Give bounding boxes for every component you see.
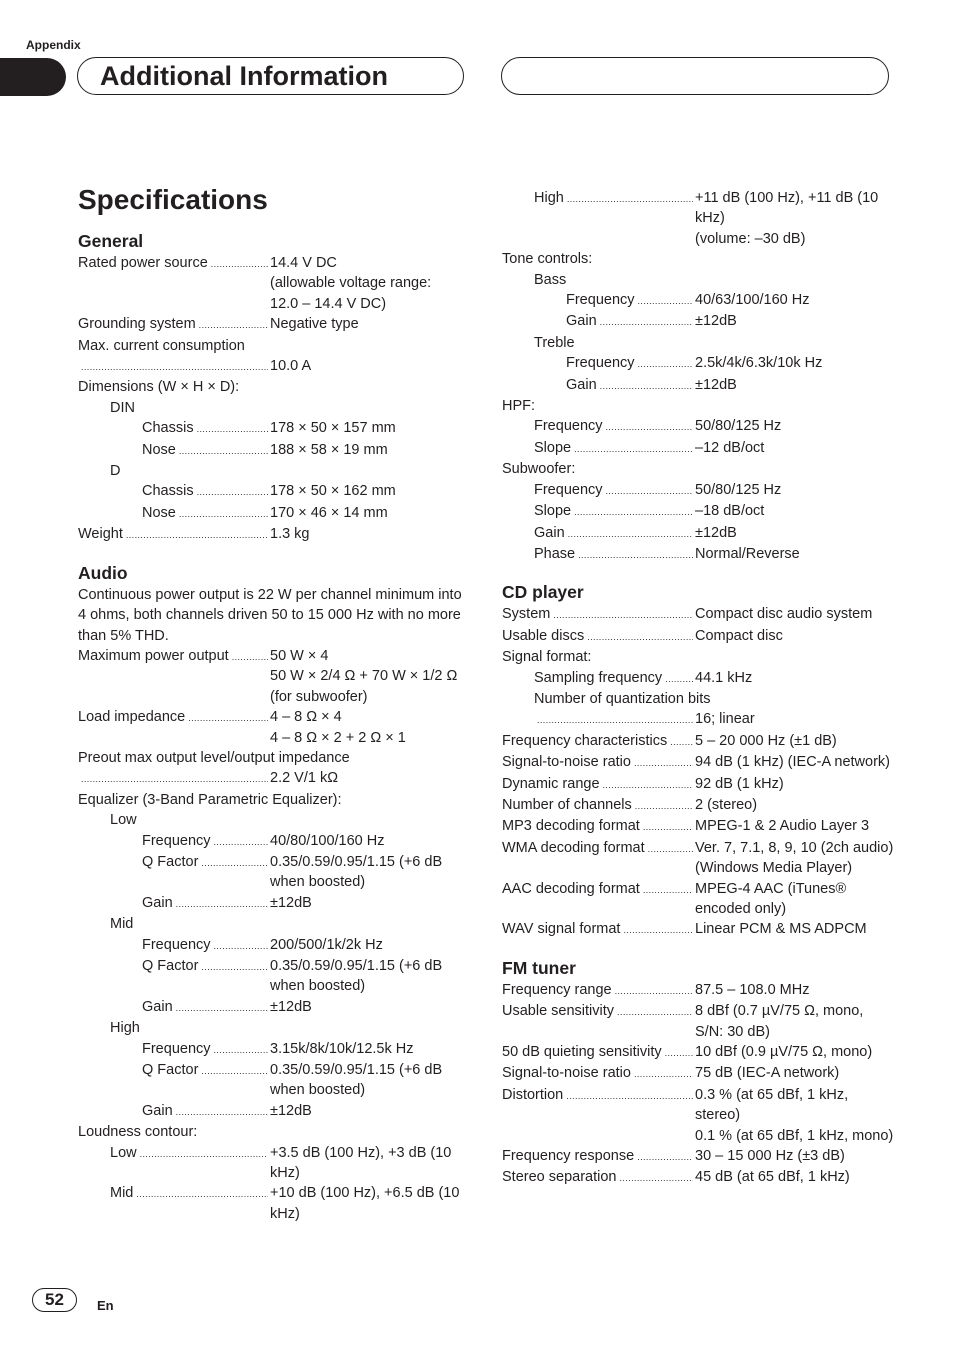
spec-row	[502, 501, 894, 522]
spec-value: 0.35/0.59/0.95/1.15 (+6 dB when boosted)	[270, 958, 443, 995]
spec-value: 2 (stereo)	[695, 796, 758, 813]
spec-label: Load impedance	[78, 709, 186, 726]
spec-row	[78, 997, 468, 1018]
dot-leader	[176, 997, 268, 1018]
spec-label: High	[534, 190, 564, 206]
spec-value: 92 dB (1 kHz)	[695, 775, 784, 792]
dot-leader	[188, 707, 268, 728]
spec-row	[502, 353, 894, 374]
spec-row	[78, 1060, 468, 1101]
spec-label: Stereo separation	[502, 1169, 617, 1186]
spec-row	[502, 290, 894, 311]
spec-label: Q Factor	[142, 1062, 199, 1079]
spec-row	[78, 314, 468, 335]
spec-row	[502, 523, 894, 544]
spec-value: 0.3 % (at 65 dBf, 1 kHz, stereo) 0.1 % (at 65 dBf, 1 kHz, mono)	[695, 1086, 894, 1144]
dot-leader	[81, 768, 268, 789]
spec-label: MP3 decoding format	[502, 818, 640, 835]
spec-label: Gain	[566, 376, 597, 393]
dot-leader	[176, 1101, 268, 1122]
spec-label: Frequency	[142, 936, 211, 953]
spec-group-label: Equalizer (3-Band Parametric Equalizer):	[78, 791, 342, 808]
spec-value: 94 dB (1 kHz) (IEC-A network)	[695, 754, 890, 771]
spec-label: Slope	[534, 439, 572, 456]
dot-leader	[643, 879, 693, 900]
dot-leader	[179, 503, 268, 524]
dot-leader	[201, 852, 268, 873]
spec-row	[78, 893, 468, 914]
page-title: Specifications	[78, 184, 268, 215]
dot-leader	[126, 524, 268, 545]
spec-row	[78, 356, 468, 377]
spec-row	[78, 418, 468, 439]
dot-leader	[638, 290, 693, 311]
spec-label: Number of channels	[502, 796, 632, 813]
spec-row	[502, 1085, 894, 1146]
spec-label: Signal-to-noise ratio	[502, 754, 631, 771]
spec-row	[78, 852, 468, 893]
spec-label: Low	[110, 1144, 137, 1161]
spec-label: Usable discs	[502, 627, 585, 644]
spec-value: Compact disc audio system	[695, 606, 873, 623]
spec-column-left	[78, 230, 468, 1224]
spec-group-label: Subwoofer:	[502, 461, 576, 478]
spec-value: 44.1 kHz	[695, 669, 753, 686]
spec-value: 50/80/125 Hz	[695, 481, 782, 498]
dot-leader	[140, 1143, 268, 1164]
spec-value: ±12dB	[270, 894, 312, 911]
spec-label: Frequency	[142, 832, 211, 849]
dot-leader	[201, 956, 268, 977]
spec-value: ±12dB	[270, 998, 312, 1015]
spec-row	[502, 1063, 894, 1084]
spec-value: 50 W × 4 50 W × 2/4 Ω + 70 W × 1/2 Ω (for subwoofer)	[270, 647, 458, 705]
dot-leader	[553, 604, 693, 625]
spec-value: 178 × 50 × 157 mm	[270, 420, 396, 437]
spec-row	[78, 481, 468, 502]
spec-value: 75 dB (IEC-A network)	[695, 1065, 840, 1082]
dot-leader	[600, 311, 693, 332]
spec-label: Chassis	[142, 420, 194, 437]
dot-leader	[600, 375, 693, 396]
dot-leader	[197, 481, 268, 502]
spec-row	[502, 668, 894, 689]
spec-value: 16; linear	[695, 711, 755, 728]
spec-row	[78, 1039, 468, 1060]
spec-label: Nose	[142, 504, 176, 521]
spec-row	[502, 311, 894, 332]
spec-group-label: Mid	[110, 916, 134, 933]
dot-leader	[648, 838, 693, 859]
spec-value: 200/500/1k/2k Hz	[270, 936, 383, 953]
spec-label: Grounding system	[78, 316, 196, 333]
spec-label: Rated power source	[78, 255, 208, 271]
dot-leader	[615, 980, 693, 1001]
spec-row	[502, 816, 894, 837]
spec-value: 170 × 46 × 14 mm	[270, 504, 388, 521]
spec-value: 87.5 – 108.0 MHz	[695, 981, 810, 998]
dot-leader	[176, 893, 268, 914]
spec-value: Linear PCM & MS ADPCM	[695, 921, 867, 938]
spec-row	[78, 1143, 468, 1184]
spec-row	[502, 604, 894, 625]
spec-row	[78, 831, 468, 852]
spec-row	[78, 524, 468, 545]
dot-leader	[606, 480, 693, 501]
spec-row	[78, 935, 468, 956]
spec-label: 50 dB quieting sensitivity	[502, 1044, 662, 1061]
spec-label: Gain	[142, 998, 173, 1015]
spec-label: Gain	[566, 313, 597, 330]
spec-row	[502, 731, 894, 752]
dot-leader	[201, 1060, 268, 1081]
spec-label: Phase	[534, 545, 576, 562]
spec-label: Usable sensitivity	[502, 1003, 615, 1020]
spec-paragraph: Continuous power output is 22 W per channel minimum into 4 ohms, both channels driven 50 to 15 000 Hz with no more than 5% THD.	[78, 586, 462, 644]
dot-leader	[232, 646, 268, 667]
spec-group-label: Number of quantization bits	[534, 690, 711, 707]
section-heading: Audio	[78, 562, 128, 583]
spec-label: Gain	[142, 1102, 173, 1119]
spec-value: ±12dB	[695, 313, 737, 330]
dot-leader	[574, 438, 693, 459]
spec-value: –18 dB/oct	[695, 503, 765, 520]
spec-value: MPEG-4 AAC (iTunes® encoded only)	[695, 880, 847, 917]
spec-row	[502, 1146, 894, 1167]
dot-leader	[568, 523, 693, 544]
dot-leader	[136, 1183, 268, 1204]
section-heading: CD player	[502, 582, 584, 603]
spec-value: 4 – 8 Ω × 4 4 – 8 Ω × 2 + 2 Ω × 1	[270, 709, 406, 746]
dot-leader	[603, 774, 693, 795]
spec-value: 188 × 58 × 19 mm	[270, 441, 388, 458]
spec-value: +3.5 dB (100 Hz), +3 dB (10 kHz)	[270, 1144, 452, 1182]
spec-value: MPEG-1 & 2 Audio Layer 3	[695, 818, 870, 835]
spec-label: Q Factor	[142, 853, 199, 870]
spec-row	[502, 1167, 894, 1188]
section-heading: FM tuner	[502, 957, 576, 978]
spec-value: Compact disc	[695, 627, 783, 644]
spec-group-label: Signal format:	[502, 649, 592, 666]
spec-row	[78, 956, 468, 997]
spec-value: 0.35/0.59/0.95/1.15 (+6 dB when boosted)	[270, 1062, 443, 1099]
spec-row	[78, 707, 468, 748]
dot-leader	[665, 668, 693, 689]
spec-label: Nose	[142, 441, 176, 458]
spec-label: Sampling frequency	[534, 669, 663, 686]
dot-leader	[606, 416, 693, 437]
spec-value: ±12dB	[695, 376, 737, 393]
spec-value: 178 × 50 × 162 mm	[270, 483, 396, 500]
spec-label: Weight	[78, 526, 123, 543]
spec-value: Negative type	[270, 316, 359, 333]
spec-group-label: HPF:	[502, 398, 536, 415]
spec-value: 50/80/125 Hz	[695, 418, 782, 435]
spec-label: Frequency	[534, 481, 603, 498]
spec-value: ±12dB	[695, 524, 737, 541]
dot-leader	[199, 314, 268, 335]
dot-leader	[623, 919, 693, 940]
dot-leader	[634, 752, 693, 773]
dot-leader	[587, 626, 693, 647]
spec-label: Frequency	[566, 355, 635, 372]
spec-row	[78, 768, 468, 789]
section-tab-marker	[0, 58, 66, 96]
spec-label: Q Factor	[142, 958, 199, 974]
spec-row	[502, 438, 894, 459]
spec-label: Frequency characteristics	[502, 732, 668, 749]
spec-value: 40/63/100/160 Hz	[695, 292, 810, 309]
spec-row	[502, 879, 894, 920]
spec-row	[78, 646, 468, 707]
spec-label: WAV signal format	[502, 921, 621, 938]
spec-value: Ver. 7, 7.1, 8, 9, 10 (2ch audio) (Windows Media Player)	[695, 839, 894, 877]
spec-row	[502, 188, 894, 249]
spec-row	[502, 709, 894, 730]
spec-row	[78, 503, 468, 524]
spec-group-label: Low	[110, 812, 137, 829]
spec-value: 5 – 20 000 Hz (±1 dB)	[695, 732, 837, 749]
dot-leader	[537, 709, 693, 730]
spec-label: Frequency	[534, 418, 603, 435]
spec-group-label: Dimensions (W × H × D):	[78, 379, 240, 396]
spec-label: WMA decoding format	[502, 839, 645, 856]
dot-leader	[566, 1085, 693, 1106]
spec-label: Slope	[534, 503, 572, 520]
dot-leader	[643, 816, 693, 837]
spec-row	[502, 1001, 894, 1042]
spec-group-label: Tone controls:	[502, 251, 593, 268]
page-number: 52	[32, 1288, 77, 1312]
spec-value: 2.2 V/1 kΩ	[270, 770, 339, 787]
dot-leader	[637, 1146, 693, 1167]
spec-value: 40/80/100/160 Hz	[270, 832, 385, 849]
spec-value: +10 dB (100 Hz), +6.5 dB (10 kHz)	[270, 1185, 460, 1222]
dot-leader	[574, 501, 693, 522]
spec-value: 10 dBf (0.9 µV/75 Ω, mono)	[695, 1044, 873, 1061]
section-heading: General	[78, 231, 144, 251]
spec-group-label: Max. current consumption	[78, 337, 245, 354]
dot-leader	[665, 1042, 693, 1063]
spec-row	[502, 480, 894, 501]
dot-leader	[638, 353, 693, 374]
spec-row	[502, 919, 894, 940]
spec-value: 8 dBf (0.7 µV/75 Ω, mono, S/N: 30 dB)	[695, 1003, 864, 1040]
spec-label: AAC decoding format	[502, 880, 640, 897]
spec-row	[502, 980, 894, 1001]
appendix-label: Appendix	[26, 38, 81, 52]
spec-row	[78, 1101, 468, 1122]
spec-label: Frequency response	[502, 1148, 635, 1165]
spec-group-label: High	[110, 1020, 140, 1037]
dot-leader	[197, 418, 268, 439]
spec-label: Signal-to-noise ratio	[502, 1065, 631, 1082]
spec-row	[502, 774, 894, 795]
spec-label: Distortion	[502, 1086, 564, 1103]
spec-value: 2.5k/4k/6.3k/10k Hz	[695, 355, 823, 372]
spec-column-right	[502, 188, 894, 1189]
spec-group-label: Loudness contour:	[78, 1124, 198, 1141]
dot-leader	[214, 831, 268, 852]
spec-row	[502, 1042, 894, 1063]
dot-leader	[567, 188, 693, 209]
spec-value: 10.0 A	[270, 358, 312, 375]
spec-row	[502, 795, 894, 816]
dot-leader	[179, 440, 268, 461]
spec-value: +11 dB (100 Hz), +11 dB (10 kHz) (volume: –30 dB)	[695, 190, 879, 247]
spec-group-label: DIN	[110, 399, 135, 416]
dot-leader	[214, 935, 268, 956]
spec-value: –12 dB/oct	[695, 439, 765, 456]
spec-value: Normal/Reverse	[695, 545, 800, 562]
spec-group-label: Bass	[534, 271, 567, 288]
header-pill-right	[501, 57, 889, 95]
spec-label: Chassis	[142, 483, 194, 500]
spec-label: Frequency	[142, 1040, 211, 1057]
dot-leader	[578, 544, 693, 565]
spec-label: Gain	[534, 524, 565, 541]
language-label: En	[97, 1298, 114, 1313]
spec-row	[502, 544, 894, 565]
spec-group-label: Preout max output level/output impedance	[78, 749, 350, 766]
spec-value: 1.3 kg	[270, 526, 310, 543]
spec-label: Gain	[142, 894, 173, 911]
spec-group-label: D	[110, 463, 121, 480]
spec-label: Dynamic range	[502, 775, 600, 792]
dot-leader	[670, 731, 693, 752]
spec-row	[78, 1183, 468, 1224]
spec-row	[78, 253, 468, 314]
spec-label: System	[502, 606, 551, 623]
dot-leader	[635, 795, 693, 816]
dot-leader	[617, 1001, 693, 1022]
dot-leader	[211, 253, 268, 274]
spec-group-label: Treble	[534, 334, 575, 351]
dot-leader	[634, 1063, 693, 1084]
spec-label: Maximum power output	[78, 647, 229, 664]
spec-row	[78, 440, 468, 461]
spec-value: ±12dB	[270, 1102, 312, 1119]
spec-label: Frequency	[566, 292, 635, 309]
spec-value: 3.15k/8k/10k/12.5k Hz	[270, 1040, 414, 1057]
section-title: Additional Information	[100, 61, 388, 91]
dot-leader	[619, 1167, 693, 1188]
spec-row	[502, 838, 894, 879]
spec-row	[502, 416, 894, 437]
dot-leader	[214, 1039, 268, 1060]
spec-value: 14.4 V DC (allowable voltage range: 12.0 – 14.4 V DC)	[270, 255, 432, 312]
spec-value: 45 dB (at 65 dBf, 1 kHz)	[695, 1169, 850, 1186]
spec-value: 0.35/0.59/0.95/1.15 (+6 dB when boosted)	[270, 853, 443, 891]
spec-value: 30 – 15 000 Hz (±3 dB)	[695, 1148, 845, 1165]
spec-row	[502, 626, 894, 647]
dot-leader	[81, 356, 268, 377]
spec-row	[502, 375, 894, 396]
spec-row	[502, 752, 894, 773]
spec-label: Mid	[110, 1185, 134, 1202]
spec-label: Frequency range	[502, 981, 612, 998]
